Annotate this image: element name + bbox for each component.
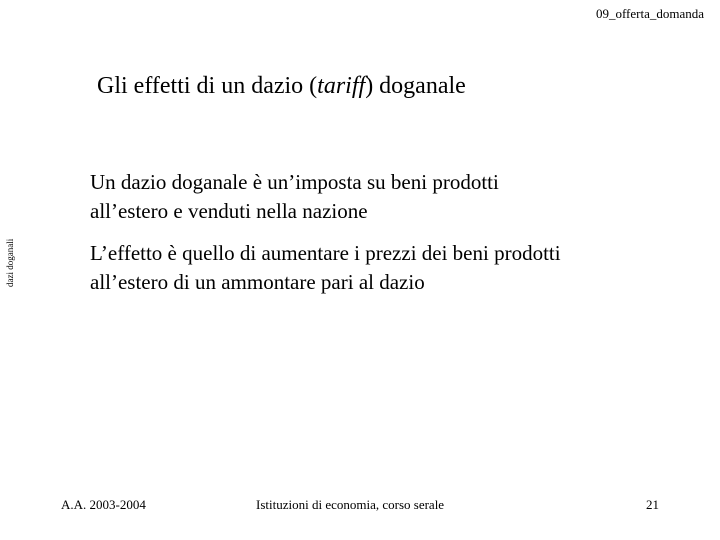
footer-academic-year: A.A. 2003-2004: [61, 497, 146, 512]
vertical-section-label: dazi doganali: [5, 238, 15, 287]
body-paragraph-2-line-2: all’estero di un ammontare pari al dazio: [90, 270, 425, 294]
body-paragraph-1-line-2: all’estero e venduti nella nazione: [90, 199, 368, 223]
slide-title-italic-term: tariff: [317, 73, 366, 99]
slide-title-prefix: Gli effetti di un dazio (: [97, 73, 318, 99]
footer-page-number: 21: [646, 497, 659, 512]
footer-course-name: Istituzioni di economia, corso serale: [256, 497, 445, 512]
slide-title-suffix: ) doganale: [365, 73, 466, 99]
body-paragraph-2: [90, 239, 690, 297]
body-paragraph-1-line-1: Un dazio doganale è un’imposta su beni prodotti: [90, 170, 499, 194]
body-paragraph-1: [90, 168, 690, 226]
slide-title: [97, 73, 466, 100]
body-paragraph-2-line-1: L’effetto è quello di aumentare i prezzi dei beni prodotti: [90, 241, 561, 265]
file-name-label: 09_offerta_domanda: [595, 6, 704, 21]
